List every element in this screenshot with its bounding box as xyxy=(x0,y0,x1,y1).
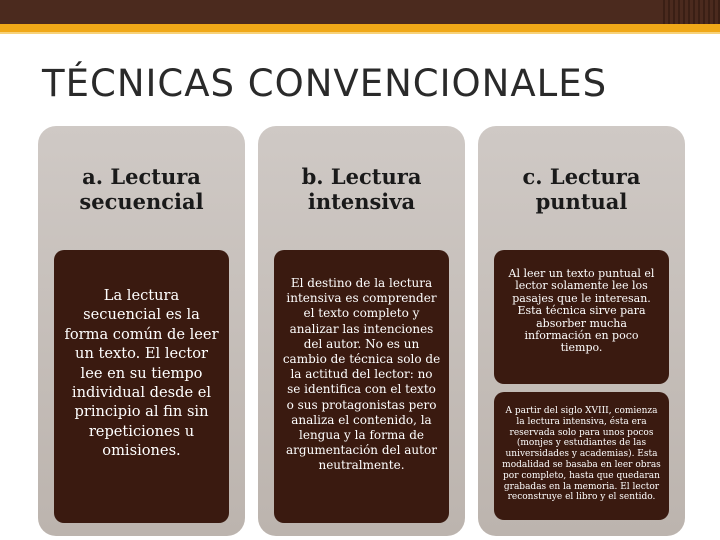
column-heading: b. Lectura intensiva xyxy=(301,164,422,214)
column-lectura-intensiva xyxy=(258,126,465,536)
description-card xyxy=(54,250,229,523)
description-card xyxy=(274,250,449,523)
column-heading: c. Lectura puntual xyxy=(522,164,641,214)
column-heading: a. Lectura secuencial xyxy=(79,164,204,214)
card-text: La lectura secuencial es la forma común de leer un texto. El lector lee en su tiempo individual desde el principio al fin sin repeticiones u omisiones. xyxy=(64,287,219,460)
description-card xyxy=(494,250,669,384)
accent-line xyxy=(0,32,720,34)
slide-title: TÉCNICAS CONVENCIONALES xyxy=(42,62,608,105)
top-bar xyxy=(0,0,720,24)
card-text: El destino de la lectura intensiva es comprender el texto completo y analizar las intenciones del autor. No es un cambio de técnica solo de la actitud del lector: no se identifica con el texto o sus protagonistas pero analiza el contenido, la lengua y la forma de argumentación del autor neutralmente. xyxy=(282,276,441,473)
column-lectura-secuencial xyxy=(38,126,245,536)
column-lectura-puntual xyxy=(478,126,685,536)
history-card xyxy=(494,392,669,520)
card-text: A partir del siglo XVIII, comienza la lectura intensiva, ésta era reservada solo para unos pocos (monjes y estudiantes de las universidades y academias). Esta modalidad se basaba en leer obras por completo, hasta que quedaran grabadas en la memoria. El lector reconstruye el libro y el sentido. xyxy=(502,406,661,503)
top-bar-stripes xyxy=(660,0,720,24)
accent-bar xyxy=(0,24,720,32)
card-text: Al leer un texto puntual el lector solamente lee los pasajes que le interesan. Esta técnica sirve para absorber mucha información en poco tiempo. xyxy=(508,267,655,355)
